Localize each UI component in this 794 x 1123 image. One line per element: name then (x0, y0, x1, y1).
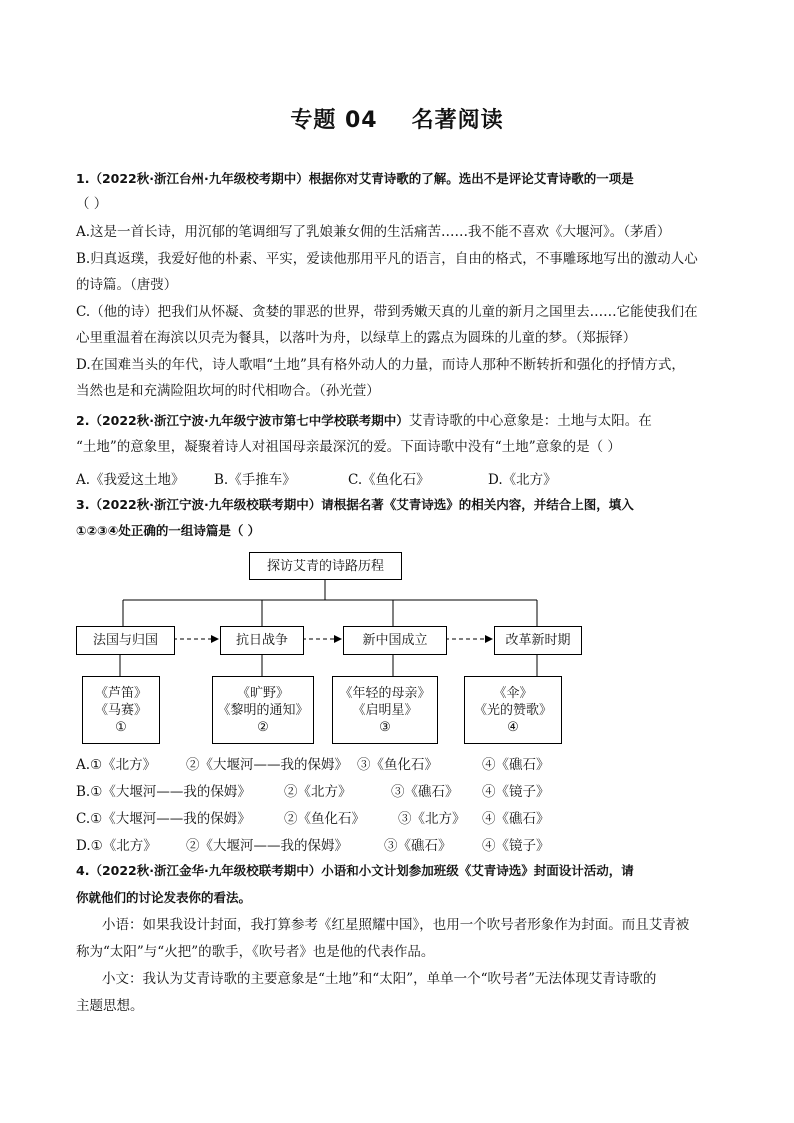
q1-option-d-cont: 当然也是和充满险阻坎坷的时代相吻合。（孙光萱） (76, 383, 380, 399)
q2-option-d: D.《北方》 (488, 472, 557, 488)
q2-option-c: C.《鱼化石》 (348, 472, 430, 488)
poem-4-line1: 《伞》 (493, 685, 533, 701)
q2-stem-rest: 艾青诗歌的中心意象是：土地与太阳。在 (408, 413, 652, 429)
q2-stem-lead: 2.（2022秋·浙江宁波·九年级宁波市第七中学校联考期中） (76, 413, 409, 428)
q1-paren: （ ） (76, 196, 108, 212)
stage-3: 新中国成立 (343, 626, 447, 655)
poem-4-blank: ④ (507, 719, 519, 735)
title-topic: 专题 04 (290, 108, 378, 133)
poem-box-2 (212, 676, 314, 744)
q2-option-a: A.《我爱这土地》 (76, 472, 185, 488)
q1-option-d: D.在国难当头的年代，诗人歌唱“土地”具有格外动人的力量，而诗人那种不断转折和强化的抒情方式， (76, 357, 685, 373)
q2-stem (76, 412, 726, 430)
q4-xiaowen: 小文：我认为艾青诗歌的主要意象是“土地”和“太阳”，单单一个“吹号者”无法体现艾青诗歌的 (102, 971, 657, 987)
title-name: 名著阅读 (411, 108, 504, 133)
document-page: 专题 04 名著阅读 1.（2022秋·浙江台州·九年级校考期中）根据你对艾青诗歌的了解。选出不是评论艾青诗歌的一项是 （ ） A.这是一首长诗，用沉郁的笔调细写了乳娘兼女佣的生活痛苦……我不能不喜欢《大堰河》。（茅盾） B.归真返璞，我爱好他的朴素、平实，爱读他那用平凡的语言，自由的格式，不事雕琢地写出的激动人心 的诗篇。（唐弢） C.（他的诗）把我们从怀凝、贪婪的罪恶的世界，带到秀嫩天真的儿童的新月之国里去……它能使我们在 心里重温着在海滨以贝壳为餐具，以落叶为舟，以绿草上的露点为圆珠的儿童的梦。（郑振铎） D.在国难当头的年代，诗人歌唱“土地”具有格外动人的力量，而诗人那种不断转折和强化的抒情方式， 当然也是和充满险阻坎坷的时代相吻合。（孙光萱） 2.（2022秋·浙江宁波·九年级宁波市第七中学校联考期中）艾青诗歌的中心意象是：土地与太阳。在 “土地”的意象里，凝聚着诗人对祖国母亲最深沉的爱。下面诗歌中没有“土地”意象的是（ ） A.《我爱这土地》 B.《手推车》 C.《鱼化石》 D.《北方》 3.（2022秋·浙江宁波·九年级校联考期中）请根据名著《艾青诗选》的相关内容，并结合上图，填入 ①②③④处正确的一组诗篇是（ ） 探访艾青的诗路历程 法国与归国 抗日战争 新中国成立 改革新时期 《芦笛》 《马赛》 ① 《旷野》 《黎明的通知》 ② 《年轻的母亲》 《启明星》 ③ 《伞》 《光的赞歌》 ④ A.①《北方》 ②《大堰河——我的保姆》 ③《鱼化石》 ④《礁石》 B.①《大堰河——我的保姆》 ②《北方》 ③《礁石》 ④《镜子》 C.①《大堰河——我的保姆》 ②《鱼化石》 ③《北方》 ④《礁石》 D.①《北方》 ②《大堰河——我的保姆》 ③《礁石》 ④《镜子》 4.（2022秋·浙江金华·九年级校联考期中）小语和小文计划参加班级《艾青诗选》封面设计活动，请 你就他们的讨论发表你的看法。 小语：如果我设计封面，我打算参考《红星照耀中国》，也用一个吹号者形象作为封面。而且艾青被 称为“太阳”与“火把”的歌手，《吹号者》也是他的代表作品。 小文：我认为艾青诗歌的主要意象是“土地”和“太阳”，单单一个“吹号者”无法体现艾青诗歌的 主题思想。 (0, 0, 794, 1123)
q3-stem-cont: ①②③④处正确的一组诗篇是（ ） (76, 523, 261, 538)
q1-stem: 1.（2022秋·浙江台州·九年级校考期中）根据你对艾青诗歌的了解。选出不是评论艾青诗歌的一项是 (76, 171, 634, 186)
q4-stem-cont: 你就他们的讨论发表你的看法。 (76, 890, 252, 905)
poem-box-3 (332, 676, 438, 744)
stage-4: 改革新时期 (494, 626, 582, 655)
q4-xiaoyu: 小语：如果我设计封面，我打算参考《红星照耀中国》，也用一个吹号者形象作为封面。而且艾青被 (102, 917, 690, 933)
q3-stem: 3.（2022秋·浙江宁波·九年级校联考期中）请根据名著《艾青诗选》的相关内容，并结合上图，填入 (76, 497, 634, 512)
q2-option-b: B.《手推车》 (214, 472, 296, 488)
poem-1-line1: 《芦笛》 (94, 685, 147, 701)
stage-1: 法国与归国 (76, 626, 175, 655)
poem-1-line2: 《马赛》 (94, 702, 147, 718)
q4-stem: 4.（2022秋·浙江金华·九年级校联考期中）小语和小文计划参加班级《艾青诗选》封面设计活动，请 (76, 863, 634, 878)
poem-box-4 (464, 676, 562, 744)
poem-3-line2: 《启明星》 (352, 702, 418, 718)
poem-3-blank: ③ (379, 719, 391, 735)
poem-2-line2: 《黎明的通知》 (217, 702, 309, 718)
poem-4-line2: 《光的赞歌》 (473, 702, 552, 718)
poem-1-blank: ① (115, 719, 127, 735)
poem-2-blank: ② (257, 719, 269, 735)
q2-stem-cont: “土地”的意象里，凝聚着诗人对祖国母亲最深沉的爱。下面诗歌中没有“土地”意象的是（ ） (76, 439, 621, 455)
poem-3-line1: 《年轻的母亲》 (339, 685, 431, 701)
q4-xiaoyu-cont: 称为“太阳”与“火把”的歌手，《吹号者》也是他的代表作品。 (76, 944, 435, 960)
q1-option-a: A.这是一首长诗，用沉郁的笔调细写了乳娘兼女佣的生活痛苦……我不能不喜欢《大堰河》。（茅盾） (76, 224, 671, 240)
page-title (0, 103, 794, 134)
q1-option-b: B.归真返璞，我爱好他的朴素、平实，爱读他那用平凡的语言，自由的格式，不事雕琢地写出的激动人心 (76, 251, 698, 267)
q1-option-c-cont: 心里重温着在海滨以贝壳为餐具，以落叶为舟，以绿草上的露点为圆珠的儿童的梦。（郑振铎） (76, 330, 637, 346)
diagram-root: 探访艾青的诗路历程 (249, 552, 402, 580)
q4-xiaowen-cont: 主题思想。 (76, 998, 144, 1014)
poem-box-1 (82, 676, 160, 744)
stage-2: 抗日战争 (220, 626, 304, 655)
poem-2-line1: 《旷野》 (236, 685, 289, 701)
q1-option-c: C.（他的诗）把我们从怀凝、贪婪的罪恶的世界，带到秀嫩天真的儿童的新月之国里去……它能使我们在 (76, 304, 698, 320)
q1-option-b-cont: 的诗篇。（唐弢） (76, 277, 178, 293)
